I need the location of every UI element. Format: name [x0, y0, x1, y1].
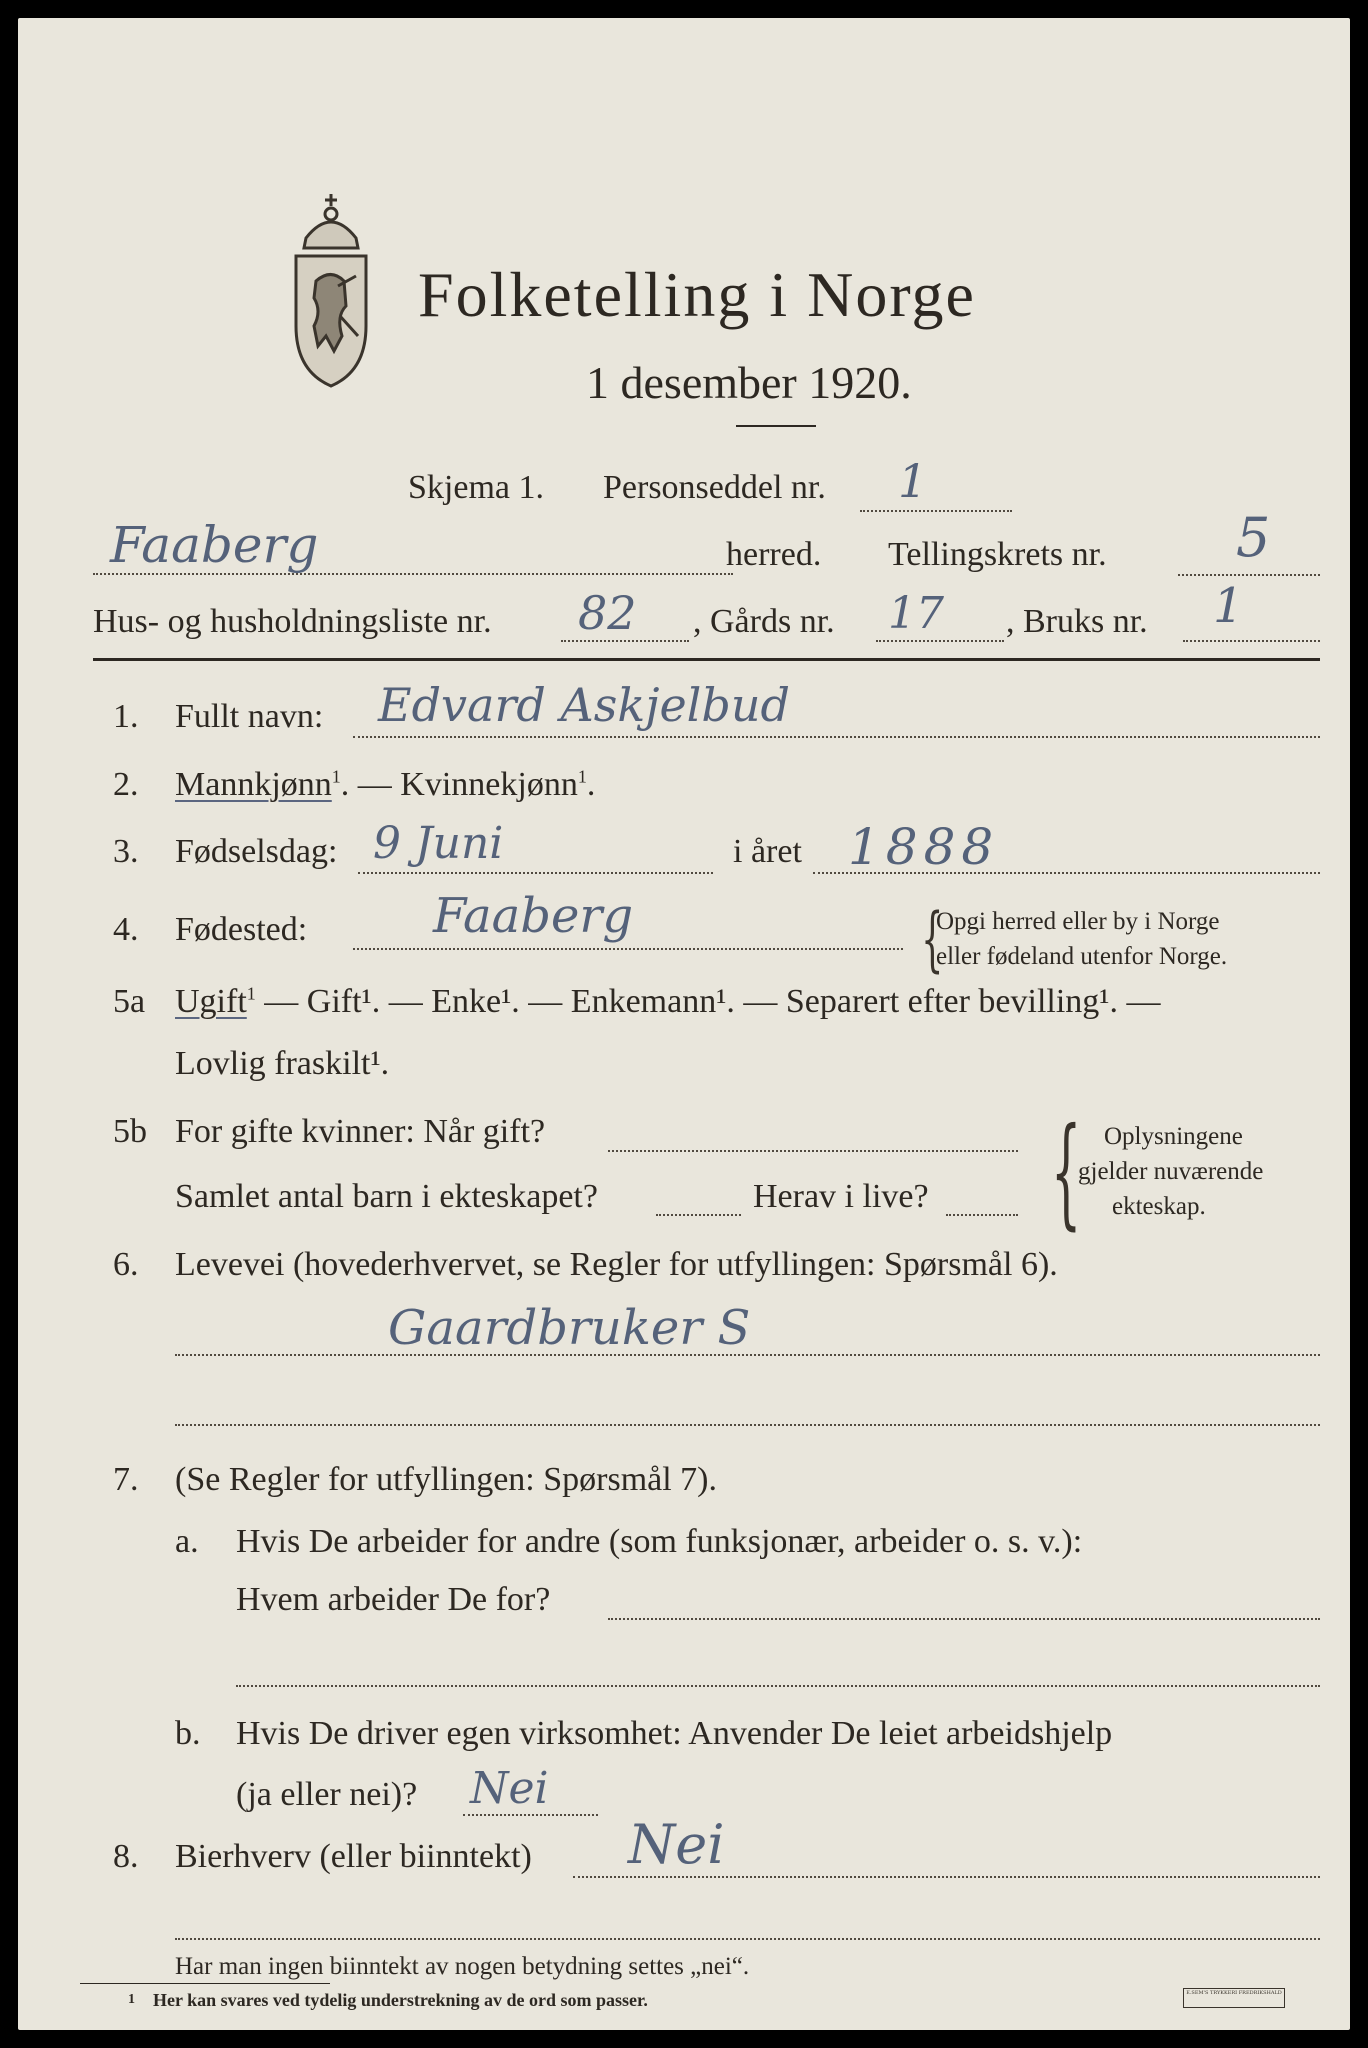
q8-value: Nei — [628, 1813, 725, 1876]
q5b-note-brace: { — [1050, 1103, 1082, 1242]
q5b-alive-line — [946, 1214, 1018, 1216]
q4-note-line2: eller fødeland utenfor Norge. — [936, 943, 1228, 970]
q7a-line2 — [236, 1685, 1320, 1687]
q8-number: 8. — [113, 1838, 139, 1875]
herred-value: Faaberg — [110, 516, 319, 574]
q6-number: 6. — [113, 1246, 139, 1283]
q1-number: 1. — [113, 698, 139, 735]
q2-female-footnote: 1 — [577, 766, 587, 787]
tellingskrets-label: Tellingskrets nr. — [888, 536, 1107, 573]
q7-label: (Se Regler for utfyllingen: Spørsmål 7). — [175, 1461, 718, 1498]
q5b-married-line — [608, 1150, 1018, 1152]
q3-value: 9 Juni — [373, 818, 504, 869]
gards-line — [876, 640, 1004, 642]
q5b-note-line3: ekteskap. — [1112, 1193, 1206, 1220]
q4-label: Fødested: — [175, 911, 308, 948]
q5a-other-options: — Gift¹. — Enke¹. — Enkemann¹. — Separert efter bevilling¹. — — [255, 983, 1161, 1020]
tellingskrets-line — [1178, 574, 1320, 576]
q7b-value: Nei — [470, 1763, 549, 1814]
census-form-sheet — [18, 18, 1350, 2030]
q4-number: 4. — [113, 911, 139, 948]
q6-value: Gaardbruker S — [388, 1300, 751, 1356]
schema-label: Skjema 1. — [408, 469, 544, 506]
q7-number: 7. — [113, 1461, 139, 1498]
q8-label: Bierhverv (eller biinntekt) — [175, 1838, 532, 1875]
bruks-value: 1 — [1213, 578, 1244, 634]
footnote-divider — [80, 1983, 330, 1984]
household-line — [561, 640, 689, 642]
q5b-label-alive: Herav i live? — [753, 1178, 929, 1215]
q5b-children-line — [656, 1214, 741, 1216]
q1-label: Fullt navn: — [175, 698, 324, 735]
q6-label: Levevei (hovederhvervet, se Regler for utfyllingen: Spørsmål 6). — [175, 1246, 1058, 1283]
q7a-letter: a. — [175, 1523, 199, 1560]
form-title: Folketelling i Norge — [418, 259, 976, 330]
q4-line — [353, 948, 903, 950]
q7a-line1 — [608, 1618, 1320, 1620]
q4-value: Faaberg — [433, 888, 634, 944]
q2-male-footnote: 1 — [331, 766, 341, 787]
q5a-line2: Lovlig fraskilt¹. — [175, 1045, 390, 1082]
coat-of-arms-icon — [276, 186, 386, 401]
q7b-line — [463, 1814, 598, 1816]
q3-date-line — [358, 872, 713, 874]
census-date: 1 desember 1920. — [586, 357, 912, 408]
bruks-line — [1183, 640, 1320, 642]
household-value: 82 — [578, 586, 637, 640]
q2-separator: — — [349, 766, 401, 803]
q5b-number: 5b — [113, 1113, 147, 1150]
footnote-mark: 1 — [128, 1992, 135, 2007]
herred-label: herred. — [726, 536, 822, 573]
q5b-label-married: For gifte kvinner: Når gift? — [175, 1113, 546, 1150]
footnote-text: Her kan svares ved tydelig understrekning av de ord som passer. — [153, 1990, 648, 2010]
gards-value: 17 — [888, 588, 944, 639]
q5a-number: 5a — [113, 983, 146, 1020]
q3-year-label: i året — [733, 833, 802, 870]
tellingskrets-value: 5 — [1236, 506, 1271, 569]
q5a-ugift-option: Ugift — [175, 983, 247, 1020]
title-divider — [736, 425, 816, 427]
q7a-text2: Hvem arbeider De for? — [236, 1581, 551, 1618]
q2-sex-options — [175, 766, 595, 804]
q4-note-brace: { — [921, 898, 944, 980]
q7b-text: Hvis De driver egen virksomhet: Anvender De leiet arbeidshjelp — [236, 1715, 1113, 1752]
q1-line — [353, 736, 1320, 738]
household-label: Hus- og husholdningsliste nr. — [93, 603, 492, 640]
q5b-note-line1: Oplysningene — [1104, 1123, 1243, 1150]
q4-note-line1: Opgi herred eller by i Norge — [936, 908, 1220, 935]
q2-female-period: . — [586, 766, 596, 803]
q5b-label-children: Samlet antal barn i ekteskapet? — [175, 1178, 598, 1215]
personseddel-value: 1 — [898, 454, 928, 508]
q8-line1 — [573, 1876, 1320, 1878]
q7b-text2: (ja eller nei)? — [236, 1776, 418, 1813]
q2-male-option: Mannkjønn — [175, 766, 332, 803]
header-divider — [93, 658, 1320, 661]
q2-female-option: Kvinnekjønn — [400, 766, 578, 803]
q6-line1 — [175, 1354, 1320, 1356]
q7b-letter: b. — [175, 1715, 201, 1752]
bruks-label: , Bruks nr. — [1006, 603, 1148, 640]
nei-note: Har man ingen biinntekt av nogen betydning settes „nei“. — [175, 1953, 750, 1980]
q2-number: 2. — [113, 766, 139, 803]
q6-line2 — [175, 1424, 1320, 1426]
q5a-options: Ugift$^1$ — Gift¹. — Enke¹. — Enkemann¹. — Separert efter bevilling¹. — — [175, 983, 1161, 1020]
printer-stamp: E.SEM'S TRYKKERI FREDRIKSHALD — [1183, 1988, 1285, 2008]
personseddel-label: Personseddel nr. — [603, 469, 826, 506]
personseddel-line — [860, 510, 1012, 512]
q7a-text: Hvis De arbeider for andre (som funksjonær, arbeider o. s. v.): — [236, 1523, 1083, 1560]
q2-male-period: . — [340, 766, 350, 803]
q1-value: Edvard Askjelbud — [378, 678, 790, 732]
q3-year-value: 1888 — [848, 818, 1000, 876]
q8-line2 — [175, 1938, 1320, 1940]
q3-number: 3. — [113, 833, 139, 870]
q3-label: Fødselsdag: — [175, 833, 338, 870]
q5b-note-line2: gjelder nuværende — [1078, 1158, 1264, 1185]
gards-label: , Gårds nr. — [693, 603, 835, 640]
